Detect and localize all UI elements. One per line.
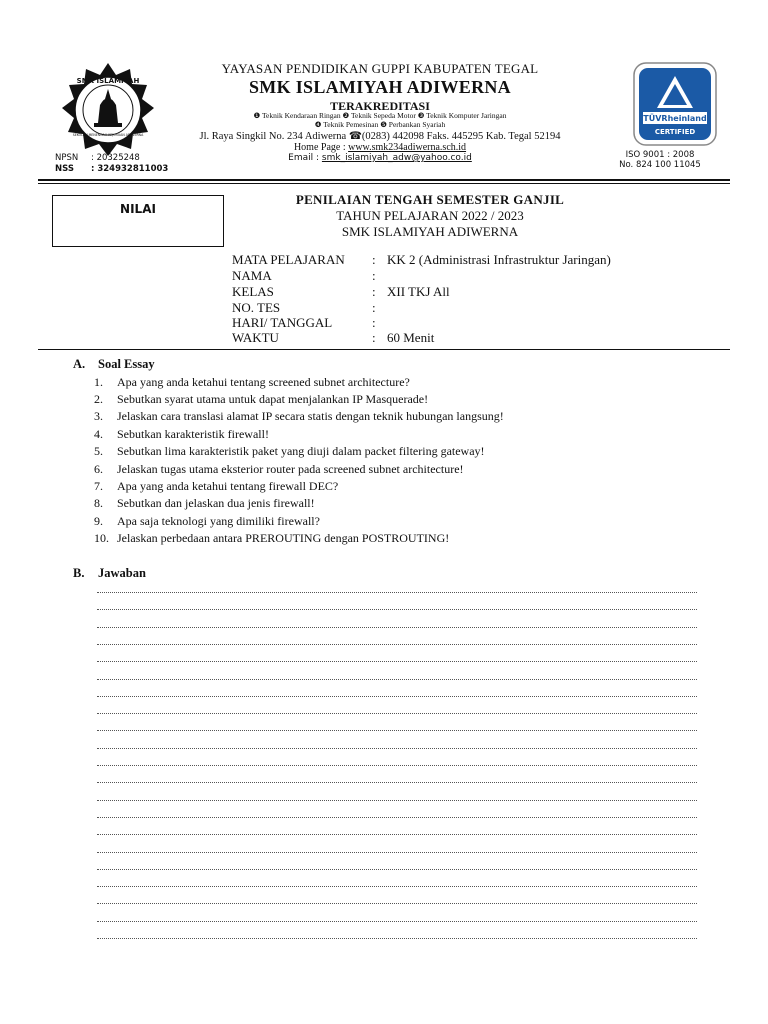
exam-year: TAHUN PELAJARAN 2022 / 2023: [336, 208, 524, 223]
answer-line[interactable]: [97, 800, 697, 801]
answer-line[interactable]: [97, 592, 697, 593]
email-label: Email :: [288, 153, 320, 163]
npsn-row: [55, 153, 140, 163]
accreditation-status: TERAKREDITASI: [330, 99, 430, 113]
tuv-certified-logo: [633, 62, 717, 146]
answer-line[interactable]: [97, 679, 697, 680]
info-key: NO. TES: [232, 300, 281, 315]
question-text: Jelaskan perbedaan antara PREROUTING dengan POSTROUTING!: [117, 531, 450, 545]
iso-standard: ISO 9001 : 2008: [625, 150, 695, 160]
score-box: [52, 195, 224, 247]
question-text: Jelaskan tugas utama eksterior router pada screened subnet architecture!: [117, 462, 464, 476]
question-number: 5.: [94, 444, 103, 458]
email-link[interactable]: smk_islamiyah_adw@yahoo.co.id: [321, 153, 472, 163]
question-number: 8.: [94, 496, 103, 510]
nss-label: NSS: [55, 164, 74, 174]
answer-line[interactable]: [97, 782, 697, 783]
iso-number: No. 824 100 11045: [619, 160, 701, 170]
answer-line[interactable]: [97, 748, 697, 749]
question-text: Sebutkan lima karakteristik paket yang diuji dalam packet filtering gateway!: [117, 444, 485, 458]
section-title: Jawaban: [98, 566, 146, 580]
logo-subtext: SEKOLAH MENENGAH KEJURUAN ADIWERNA: [72, 133, 144, 137]
info-colon: :: [372, 300, 376, 315]
info-colon: :: [372, 315, 376, 330]
programs-line-2: ❹ Teknik Pemesinan ❺ Perbankan Syariah: [314, 120, 446, 129]
answer-line[interactable]: [97, 765, 697, 766]
answer-line[interactable]: [97, 627, 697, 628]
answer-line[interactable]: [97, 921, 697, 922]
question-number: 1.: [94, 375, 103, 389]
answer-line[interactable]: [97, 713, 697, 714]
answer-line[interactable]: [97, 661, 697, 662]
foundation-name: YAYASAN PENDIDIKAN GUPPI KABUPATEN TEGAL: [221, 61, 539, 76]
nss-value: : 324932811003: [91, 164, 169, 174]
info-key: HARI/ TANGGAL: [232, 315, 333, 330]
question-number: 2.: [94, 392, 103, 406]
header-divider-thick: [38, 179, 730, 181]
info-colon: :: [372, 284, 376, 299]
question-number: 9.: [94, 514, 103, 528]
question-number: 4.: [94, 427, 103, 441]
homepage-line: [150, 142, 610, 153]
homepage-link[interactable]: www.smk234adiwerna.sch.id: [348, 142, 467, 153]
question-text: Sebutkan karakteristik firewall!: [117, 427, 269, 441]
info-key: WAKTU: [232, 330, 279, 345]
answer-line[interactable]: [97, 869, 697, 870]
question-number: 7.: [94, 479, 103, 493]
info-colon: :: [372, 330, 376, 345]
answer-line[interactable]: [97, 609, 697, 610]
info-key: MATA PELAJARAN: [232, 252, 345, 267]
answer-line[interactable]: [97, 817, 697, 818]
school-name: SMK ISLAMIYAH ADIWERNA: [249, 77, 511, 97]
info-value: KK 2 (Administrasi Infrastruktur Jaringan): [387, 252, 611, 267]
exam-school: SMK ISLAMIYAH ADIWERNA: [341, 224, 519, 239]
email-line: [150, 153, 610, 163]
answer-line[interactable]: [97, 938, 697, 939]
school-logo: [58, 61, 158, 161]
answer-line[interactable]: [97, 834, 697, 835]
question-text: Apa yang anda ketahui tentang firewall DEC?: [117, 479, 339, 493]
info-key: KELAS: [232, 284, 274, 299]
info-value: XII TKJ All: [387, 284, 450, 299]
exam-title: PENILAIAN TENGAH SEMESTER GANJIL: [295, 192, 565, 207]
cert-status: CERTIFIED: [654, 128, 696, 136]
cert-brand: TÜVRheinland: [643, 114, 707, 123]
question-text: Apa yang anda ketahui tentang screened subnet architecture?: [117, 375, 410, 389]
header-divider-thin: [38, 183, 730, 184]
section-letter: A.: [73, 357, 86, 371]
answer-line[interactable]: [97, 644, 697, 645]
question-text: Sebutkan dan jelaskan dua jenis firewall!: [117, 496, 315, 510]
question-number: 3.: [94, 409, 103, 423]
info-divider: [38, 349, 730, 350]
programs-line-1: ❶ Teknik Kendaraan Ringan ❷ Teknik Sepeda Motor ❸ Teknik Komputer Jaringan: [253, 111, 507, 120]
nss-row: [55, 164, 168, 174]
question-number: 6.: [94, 462, 103, 476]
logo-text: SMK ISLAMIYAH: [76, 77, 140, 85]
info-value: 60 Menit: [387, 330, 435, 345]
school-address: Jl. Raya Singkil No. 234 Adiwerna ☎(0283) 442098 Faks. 445295 Kab. Tegal 52194: [199, 131, 561, 142]
section-title: Soal Essay: [98, 357, 155, 371]
iso-certificate: [608, 150, 712, 170]
question-text: Apa saja teknologi yang dimiliki firewall?: [117, 514, 320, 528]
homepage-label: Home Page :: [293, 142, 346, 153]
score-label: NILAI: [120, 202, 156, 216]
info-colon: :: [372, 252, 376, 267]
question-text: Jelaskan cara translasi alamat IP secara statis dengan teknik hubungan langsung!: [117, 409, 504, 423]
npsn-value: : 20325248: [91, 153, 140, 163]
question-number: 10.: [94, 531, 109, 545]
npsn-label: NPSN: [55, 153, 79, 163]
answer-line[interactable]: [97, 886, 697, 887]
answer-line[interactable]: [97, 903, 697, 904]
section-letter: B.: [73, 566, 85, 580]
answer-line[interactable]: [97, 696, 697, 697]
answer-line[interactable]: [97, 852, 697, 853]
info-key: NAMA: [232, 268, 272, 283]
answer-line[interactable]: [97, 730, 697, 731]
question-text: Sebutkan syarat utama untuk dapat menjalankan IP Masquerade!: [117, 392, 429, 406]
info-colon: :: [372, 268, 376, 283]
